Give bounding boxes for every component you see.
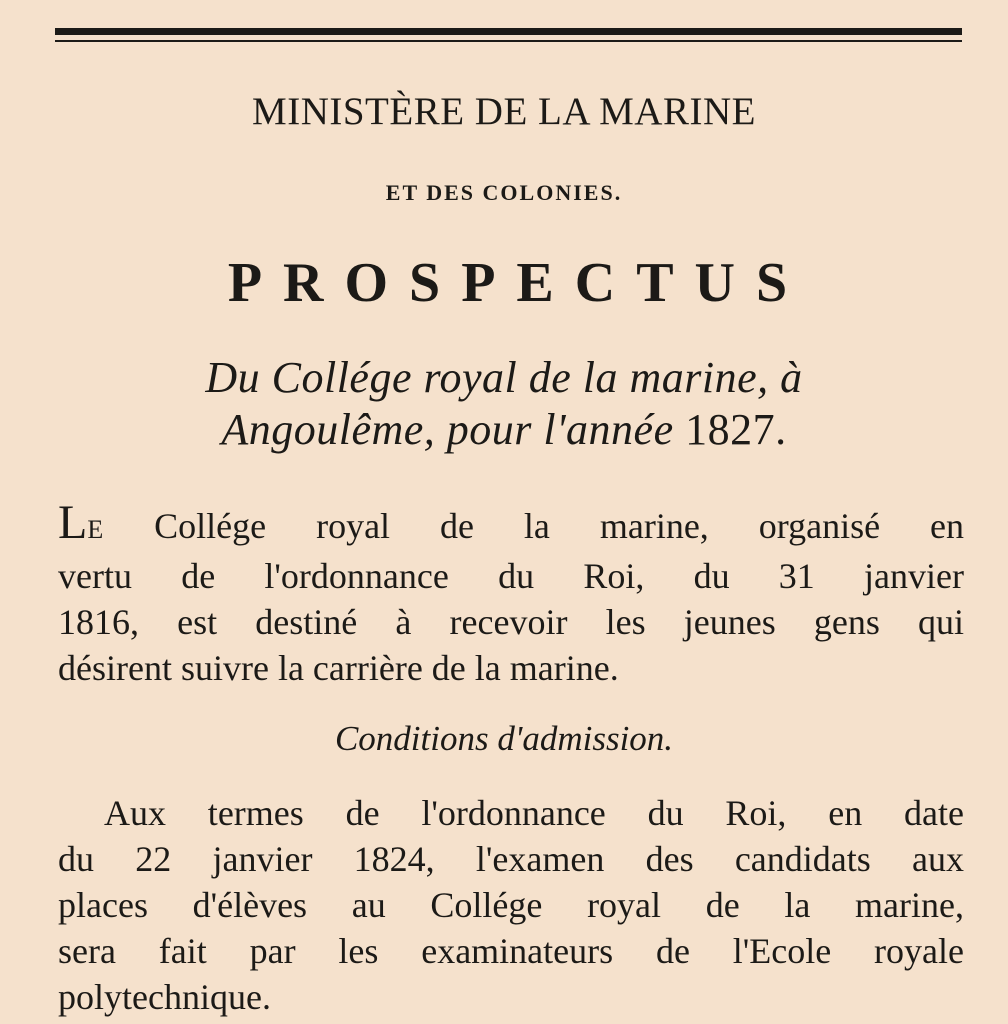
section-heading-conditions: Conditions d'admission. [334, 719, 674, 758]
document-title: PROSPECTUS [227, 252, 809, 314]
colonies-heading: ET DES COLONIES. [385, 180, 623, 205]
document-subtitle [0, 352, 1008, 456]
paragraph-intro-line-3: 1816, est destiné à recevoir les jeunes gens qui [58, 602, 964, 642]
top-rule-thin [55, 40, 962, 42]
paragraph-intro-line-1 [58, 496, 964, 553]
small-cap: E [87, 515, 105, 544]
paragraph-intro-line-4: désirent suivre la carrière de la marine. [58, 648, 619, 688]
paragraph-conditions-line-3: places d'élèves au Collége royal de la marine, [58, 885, 964, 925]
paragraph-conditions-line-1: Aux termes de l'ordonnance du Roi, en date [104, 793, 964, 833]
paragraph-conditions-line-5: polytechnique. [58, 977, 271, 1017]
paragraph-intro [58, 496, 964, 691]
paragraph-intro-line-2: vertu de l'ordonnance du Roi, du 31 janvier [58, 556, 964, 596]
top-rule-thick [55, 28, 962, 35]
paragraph-conditions [58, 790, 964, 1020]
subtitle-line-1: Du Collége royal de la marine, à [205, 353, 803, 402]
drop-cap: L [58, 496, 88, 549]
paragraph-conditions-line-2: du 22 janvier 1824, l'examen des candidats aux [58, 839, 964, 879]
paragraph-conditions-line-4: sera fait par les examinateurs de l'Ecole royale [58, 931, 964, 971]
subtitle-line-2 [0, 404, 1008, 456]
ministry-heading: MINISTÈRE DE LA MARINE [252, 90, 756, 133]
subtitle-line-2-text: Angoulême, pour l'année [221, 405, 686, 454]
paragraph-intro-line-1-text: Collége royal de la marine, organisé en [104, 506, 964, 546]
subtitle-year: 1827. [685, 405, 787, 454]
